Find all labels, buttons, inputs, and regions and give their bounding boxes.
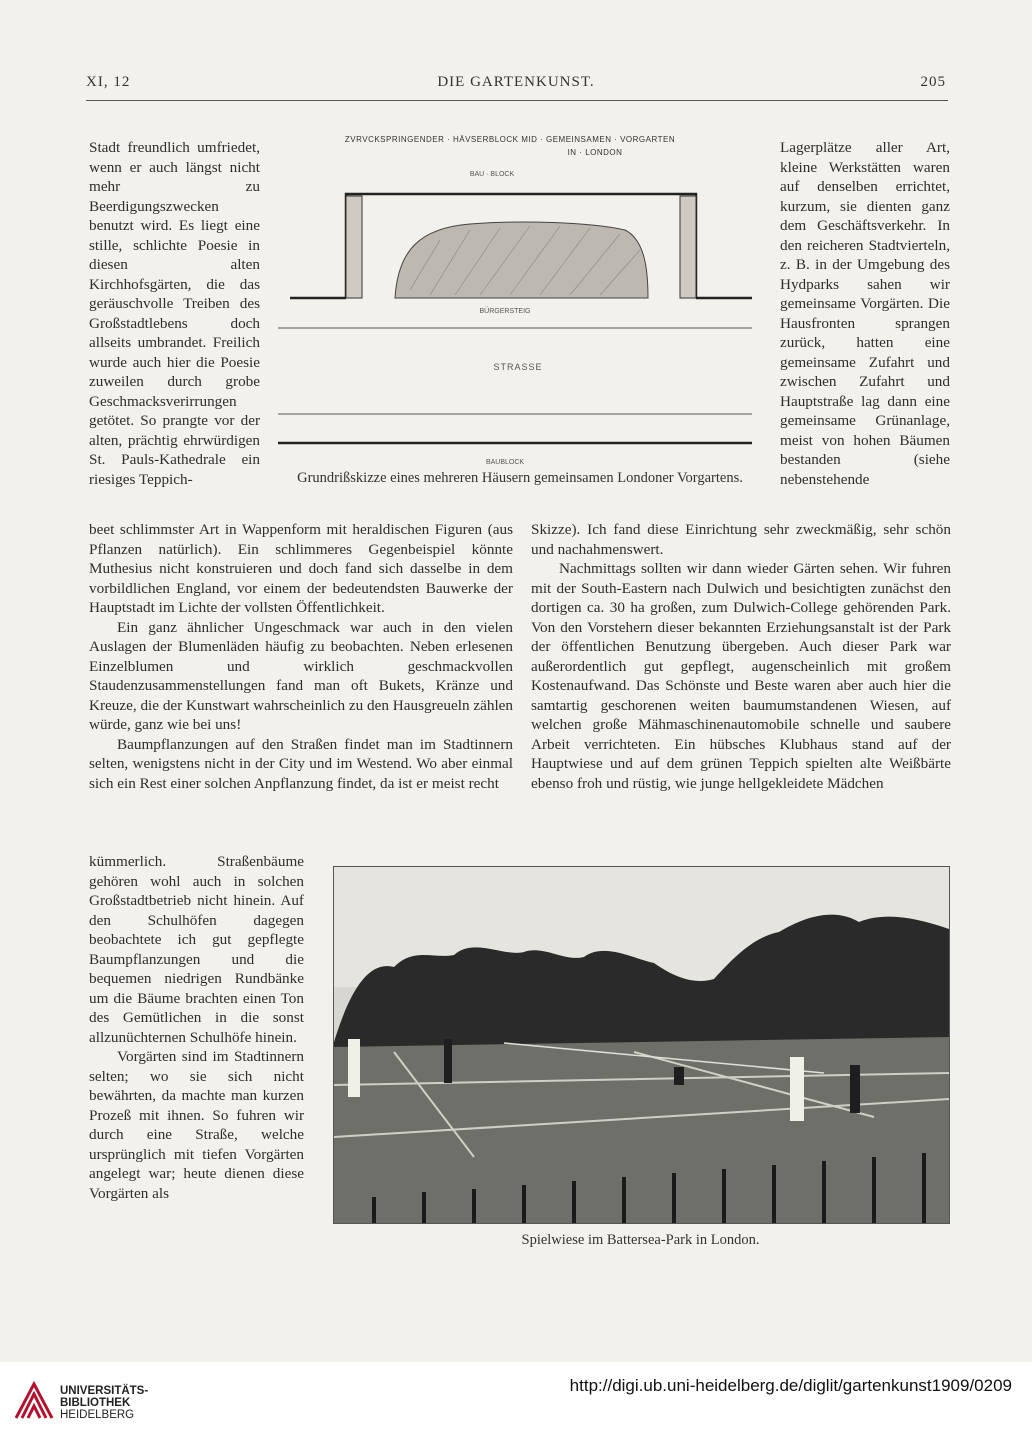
sketch-label-bottom: BAUBLOCK: [485, 459, 525, 466]
library-logo-icon: [12, 1378, 56, 1422]
player: [444, 1039, 452, 1083]
library-name-line: UNIVERSITÄTS-: [60, 1385, 149, 1397]
spectator: [674, 1067, 684, 1085]
paragraph: kümmerlich. Straßenbäume gehören wohl auch in solchen Großstadtbetrieb nicht hinein. Auf den Schulhöfen dagegen beobachtete ich gut gepflegte Baumpflanzungen und die bequemen niedrigen Rundbänke um die Bäume brachten einen Ton des Gemütlichen in die sonst allzunüchternen Schulhöfe hinein.: [89, 853, 304, 1046]
footer-bar: [0, 1362, 1032, 1439]
page-number: 205: [920, 74, 946, 90]
sketch-label-street: STRASSE: [493, 362, 543, 372]
paragraph: Nachmittags sollten wir dann wieder Gärten sehen. Wir fuhren mit der South-Eastern nach Dulwich und besichtigten zunächst den dortigen ca. 30 ha großen, zum Dulwich-College gehörenden Park. Von den Vorstehern dieser bekannten Erziehungsanstalt ist der Park der öffentlichen Benutzung übergeben. Auch dieser Park war außerordentlich gut gepflegt, augenscheinlich mit großem Kostenaufwand. Das Schönste und Beste waren aber auch hier die samtartig geschorenen weiten baumumstandenen Wiesen, auf welchen große Mähmaschinenautomobile schnelle und saubere Arbeit verrichteten. Ein hübsches Klubhaus stand auf der Hauptwiese und auf dem grünen Teppich spielten alte Weißbärte ebenso froh und rüstig, wie junge hellgekleidete Mädchen: [531, 560, 951, 792]
library-name-line: BIBLIOTHEK: [60, 1397, 131, 1409]
running-header-left: XI, 12: [86, 74, 131, 90]
right-column: [531, 520, 951, 793]
paragraph: Vorgärten sind im Stadtinnern selten; wo sie sich nicht bewährten, da machte man kurzen Prozeß mit ihnen. So fuhren wir durch eine Straße, welche ursprünglich mit tiefen Vorgärten angelegt war; heute dienen diese Vorgärten als: [89, 1048, 304, 1202]
library-name: [60, 1385, 148, 1421]
paragraph: Skizze). Ich fand diese Einrichtung sehr zweckmäßig, sehr schön und nachahmenswert.: [531, 521, 951, 558]
building-left-wing: [346, 196, 362, 298]
left-column: [89, 520, 513, 793]
paragraph: Lagerplätze aller Art, kleine Werkstätten waren auf denselben errichtet, kurzum, sie dienten ganz dem Geschäftsverkehr. In den reicheren Stadtvierteln, z. B. in der Umgebung des Hydparks sahen wir gemeinsame Vorgärten. Die Hausfronten sprangen zurück, hatten eine gemeinsame Zufahrt und zwischen Zufahrt und Hauptstraße lag dann eine gemeinsame Grünanlage, meist von hohen Bäumen bestanden (siehe nebenstehende: [780, 139, 950, 488]
player: [790, 1057, 804, 1121]
paragraph: Baumpflanzungen auf den Straßen findet man im Stadtinnern selten, wenigstens nicht in der City und im Westend. Wo aber einmal sich ein Rest einer solchen Anpflanzung findet, da ist er meist recht: [89, 735, 513, 792]
common-garden: [395, 222, 648, 298]
sketch-subtitle: IN · LONDON: [567, 148, 623, 157]
player: [850, 1065, 860, 1113]
library-name-line: HEIDELBERG: [60, 1409, 135, 1421]
sketch-label-sidewalk: BÜRGERSTEIG: [479, 308, 531, 315]
left-narrow-column: [89, 138, 260, 489]
street-sketch: [270, 130, 770, 472]
paragraph: Ein ganz ähnlicher Ungeschmack war auch in den vielen Auslagen der Blumenläden häufig zu beobachten. Neben erlesenen Einzelblumen und wirklich geschmackvollen Staudenzusammenstellungen fand man oft Bukets, Kränze und Kreuze, die der Kunstwart wahrscheinlich zu den Hausgreueln zählen würde, ganz wie bei uns!: [89, 618, 513, 733]
photo-caption: Spielwiese im Battersea-Park in London.: [521, 1232, 760, 1248]
source-url[interactable]: http://digi.ub.uni-heidelberg.de/diglit/gartenkunst1909/0209: [569, 1376, 1012, 1395]
running-header-title: DIE GARTENKUNST.: [437, 74, 595, 90]
building-right-wing: [680, 196, 696, 298]
paragraph: beet schlimmster Art in Wappenform mit heraldischen Figuren (aus Pflanzen natürlich). Ein schlimmeres Gegenbeispiel könnte Muthesius nicht konstruieren und doch fand sich dasselbe in dem vorbildlichen England, vor einem der bedeutendsten Bauwerke der Hauptstadt im Lichte der vollsten Öffentlichkeit.: [89, 521, 513, 616]
left-bottom-column: [89, 852, 304, 1203]
sketch-caption: Grundrißskizze eines mehreren Häusern gemeinsamen Londoner Vorgartens.: [297, 470, 743, 486]
paragraph: Stadt freundlich umfriedet, wenn er auch längst nicht mehr zu Beerdigungszwecken benutzt wird. Es liegt eine stille, schlichte Poesie in diesen alten Kirchhofsgärten, die das geräuschvolle Treiben des Großstadtlebens doch allseits umbrandet. Freilich wurde auch hier die Poesie zuweilen durch grobe Geschmacksverirrungen getötet. So prangte vor der alten, prächtig ehrwürdigen St. Pauls-Kathedrale ein riesiges Teppich-: [89, 139, 260, 488]
player: [348, 1039, 360, 1097]
right-narrow-column: [780, 138, 950, 489]
sketch-title: ZVRVCKSPRINGENDER · HÄVSERBLOCK MID · GEMEINSAMEN · VORGARTEN: [344, 135, 676, 144]
photo-illustration: [334, 867, 949, 1223]
park-photo: [333, 866, 950, 1224]
header-rule: [86, 100, 948, 101]
lawn: [334, 1037, 949, 1223]
sketch-label-top: BAU · BLOCK: [469, 171, 515, 178]
